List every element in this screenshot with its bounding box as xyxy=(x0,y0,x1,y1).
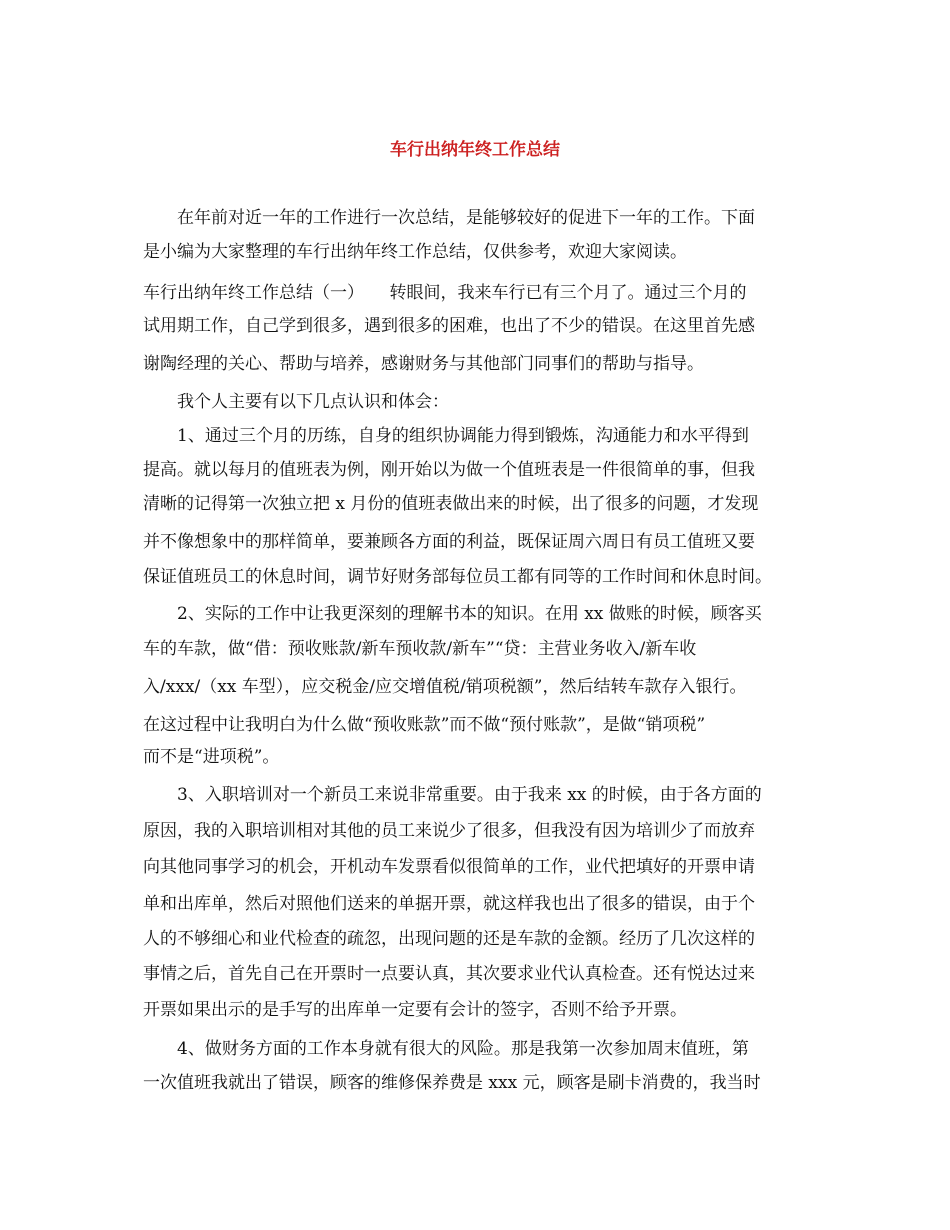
text-line: 入/xxx/（xx 车型），应交税金/应交增值税/销项税额”，然后结转车款存入银行。 xyxy=(143,677,747,697)
text-line: 我个人主要有以下几点认识和体会： xyxy=(177,392,449,412)
text-line: 单和出库单，然后对照他们送来的单据开票，就这样我也出了很多的错误，由于个 xyxy=(143,894,755,914)
text-line: 开票如果出示的是手写的出库单一定要有会计的签字，否则不给予开票。 xyxy=(143,1000,687,1020)
text-line: 向其他同事学习的机会，开机动车发票看似很简单的工作，业代把填好的开票申请 xyxy=(143,857,755,877)
text-line: 在年前对近一年的工作进行一次总结，是能够较好的促进下一年的工作。下面 xyxy=(177,208,755,228)
text-line: 清晰的记得第一次独立把 x 月份的值班表做出来的时候，出了很多的问题，才发现 xyxy=(143,494,759,514)
text-line: 而不是“进项税”。 xyxy=(143,747,280,767)
document-title: 车行出纳年终工作总结 xyxy=(390,140,560,160)
text-line: 原因，我的入职培训相对其他的员工来说少了很多，但我没有因为培训少了而放弃 xyxy=(143,821,755,841)
text-line: 3、入职培训对一个新员工来说非常重要。由于我来 xx 的时候，由于各方面的 xyxy=(177,785,762,805)
text-line: 保证值班员工的休息时间，调节好财务部每位员工都有同等的工作时间和休息时间。 xyxy=(143,567,772,587)
text-line: 提高。就以每月的值班表为例，刚开始以为做一个值班表是一件很简单的事，但我 xyxy=(143,460,755,480)
text-line: 车行出纳年终工作总结（一） 转眼间，我来车行已有三个月了。通过三个月的 xyxy=(143,283,747,303)
text-line: 并不像想象中的那样简单，要兼顾各方面的利益，既保证周六周日有员工值班又要 xyxy=(143,532,755,552)
text-line: 在这过程中让我明白为什么做“预收账款”而不做“预付账款”，是做“销项税” xyxy=(143,715,706,735)
text-line: 车的车款，做“借：预收账款/新车预收款/新车”“贷：主营业务收入/新车收 xyxy=(143,639,697,659)
text-line: 事情之后，首先自己在开票时一点要认真，其次要求业代认真检查。还有悦达过来 xyxy=(143,964,755,984)
text-line: 4、做财务方面的工作本身就有很大的风险。那是我第一次参加周末值班，第 xyxy=(177,1039,749,1059)
text-line: 人的不够细心和业代检查的疏忽，出现问题的还是车款的金额。经历了几次这样的 xyxy=(143,929,755,949)
text-line: 是小编为大家整理的车行出纳年终工作总结，仅供参考，欢迎大家阅读。 xyxy=(143,242,687,262)
text-line: 2、实际的工作中让我更深刻的理解书本的知识。在用 xx 做账的时候，顾客买 xyxy=(177,604,762,624)
text-line: 试用期工作，自己学到很多，遇到很多的困难，也出了不少的错误。在这里首先感 xyxy=(143,316,755,336)
text-line: 一次值班我就出了错误，顾客的维修保养费是 xxx 元，顾客是刷卡消费的，我当时 xyxy=(143,1073,761,1093)
text-line: 谢陶经理的关心、帮助与培养，感谢财务与其他部门同事们的帮助与指导。 xyxy=(143,354,704,374)
text-line: 1、通过三个月的历练，自身的组织协调能力得到锻炼，沟通能力和水平得到 xyxy=(177,426,749,446)
